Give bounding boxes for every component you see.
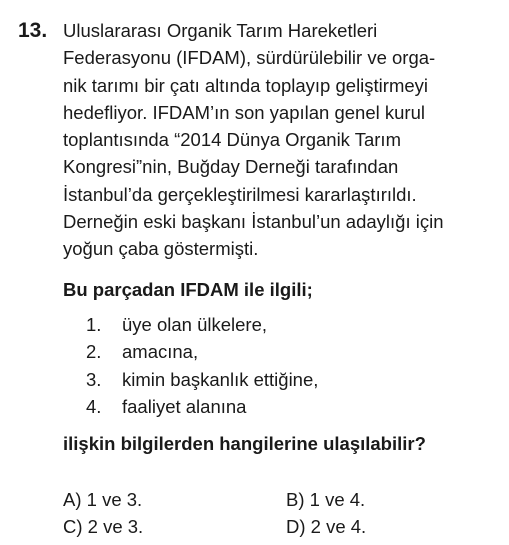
numbered-list — [86, 311, 318, 420]
list-item-number: 4. — [86, 395, 102, 417]
list-item-text: amacına, — [122, 341, 199, 363]
option-c[interactable]: C) 2 ve 3. — [63, 516, 144, 537]
question-prompt: Bu parçadan IFDAM ile ilgili; — [63, 279, 313, 300]
list-item-text: faaliyet alanına — [122, 395, 247, 417]
list-item-text: üye olan ülkelere, — [122, 314, 268, 335]
list-item — [86, 311, 318, 338]
question-number: 13. — [18, 19, 48, 42]
passage-line: İstanbul’da gerçekleştirilmesi kararlaştırıldı. — [63, 183, 417, 205]
passage-line: Kongresi”nin, Buğday Derneği tarafından — [63, 156, 399, 178]
question-stem: ilişkin bilgilerden hangilerine ulaşılabilir? — [63, 433, 426, 454]
list-item — [86, 366, 318, 393]
list-item-number: 2. — [86, 341, 102, 363]
list-item-number: 3. — [86, 368, 102, 390]
option-b[interactable]: B) 1 ve 4. — [286, 489, 366, 510]
option-d[interactable]: D) 2 ve 4. — [286, 516, 367, 537]
passage-line: nik tarımı bir çatı altında toplayıp geliştirmeyi — [63, 74, 429, 96]
answer-options — [63, 486, 463, 540]
passage-line: yoğun çaba göstermişti. — [63, 238, 259, 260]
list-item-number: 1. — [86, 314, 102, 335]
list-item-text: kimin başkanlık ettiğine, — [122, 368, 319, 390]
question-passage — [63, 17, 503, 263]
passage-line: Derneğin eski başkanı İstanbul’un adaylığı için — [63, 211, 444, 233]
list-item — [86, 393, 318, 420]
list-item — [86, 338, 318, 365]
passage-line: toplantısında “2014 Dünya Organik Tarım — [63, 129, 401, 151]
passage-line: Uluslararası Organik Tarım Hareketleri — [63, 20, 378, 41]
passage-line: hedefliyor. IFDAM’ın son yapılan genel kurul — [63, 101, 425, 123]
passage-line: Federasyonu (IFDAM), sürdürülebilir ve orga- — [63, 47, 436, 69]
option-a[interactable]: A) 1 ve 3. — [63, 489, 143, 510]
